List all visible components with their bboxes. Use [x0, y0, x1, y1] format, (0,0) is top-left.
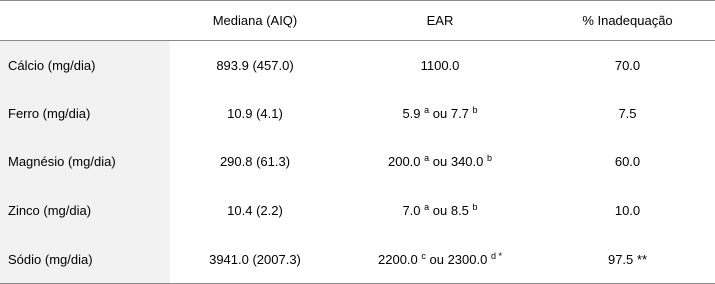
ear-text: 7.0	[402, 203, 425, 218]
ear-text: 1100.0	[420, 57, 460, 73]
median-cell: 3941.0 (2007.3)	[209, 251, 301, 267]
row-label: Magnésio (mg/dia)	[0, 137, 170, 186]
table-row	[0, 137, 715, 186]
ear-value	[402, 203, 477, 218]
ear-value	[388, 154, 492, 169]
ear-value	[402, 106, 477, 121]
table-row	[0, 235, 715, 283]
ear-text: 200.0	[387, 154, 425, 169]
row-label: Sódio (mg/dia)	[0, 235, 170, 283]
ear-cell	[340, 89, 540, 137]
footnote-marker: b	[472, 202, 478, 212]
table-row	[0, 41, 715, 89]
inadequacy-cell: 70.0	[614, 57, 641, 73]
ear-cell	[340, 235, 540, 283]
ear-value	[421, 58, 460, 73]
table-header-row	[0, 0, 715, 41]
inadequacy-cell: 10.0	[614, 203, 641, 218]
median-cell: 10.4 (2.2)	[227, 203, 283, 218]
ear-cell	[340, 137, 540, 186]
footnote-marker: a	[424, 153, 430, 163]
header-cell-median: Mediana (AIQ)	[212, 13, 298, 28]
footnote-marker: b	[472, 104, 478, 115]
median-cell: 10.9 (4.1)	[227, 105, 283, 121]
header-cell-empty	[0, 1, 170, 40]
inadequacy-cell: 7.5	[618, 105, 637, 121]
ear-text: 2200.0	[378, 251, 422, 267]
footnote-marker: c	[421, 250, 426, 261]
footnote-marker: b	[486, 153, 492, 163]
ear-text: ou 2300.0	[425, 251, 491, 267]
table-row	[0, 186, 715, 235]
header-cell-inadequacy: % Inadequação	[582, 13, 673, 28]
footnote-marker: a	[424, 104, 430, 115]
footnote-marker: d *	[490, 250, 502, 261]
ear-cell	[340, 41, 540, 89]
inadequacy-cell: 97.5 **	[607, 251, 648, 267]
ear-text: ou 8.5	[429, 203, 473, 218]
ear-text: 5.9	[402, 105, 425, 121]
row-label: Ferro (mg/dia)	[0, 89, 170, 137]
inadequacy-cell: 60.0	[614, 154, 641, 169]
footnote-marker: a	[424, 202, 430, 212]
ear-text: ou 7.7	[429, 105, 473, 121]
table-row	[0, 89, 715, 137]
row-label: Cálcio (mg/dia)	[0, 41, 170, 89]
ear-value	[378, 252, 502, 267]
median-cell: 893.9 (457.0)	[216, 57, 294, 73]
ear-text: ou 340.0	[429, 154, 487, 169]
row-label: Zinco (mg/dia)	[0, 186, 170, 235]
median-cell: 290.8 (61.3)	[219, 154, 291, 169]
ear-cell	[340, 186, 540, 235]
header-cell-ear: EAR	[426, 13, 454, 28]
